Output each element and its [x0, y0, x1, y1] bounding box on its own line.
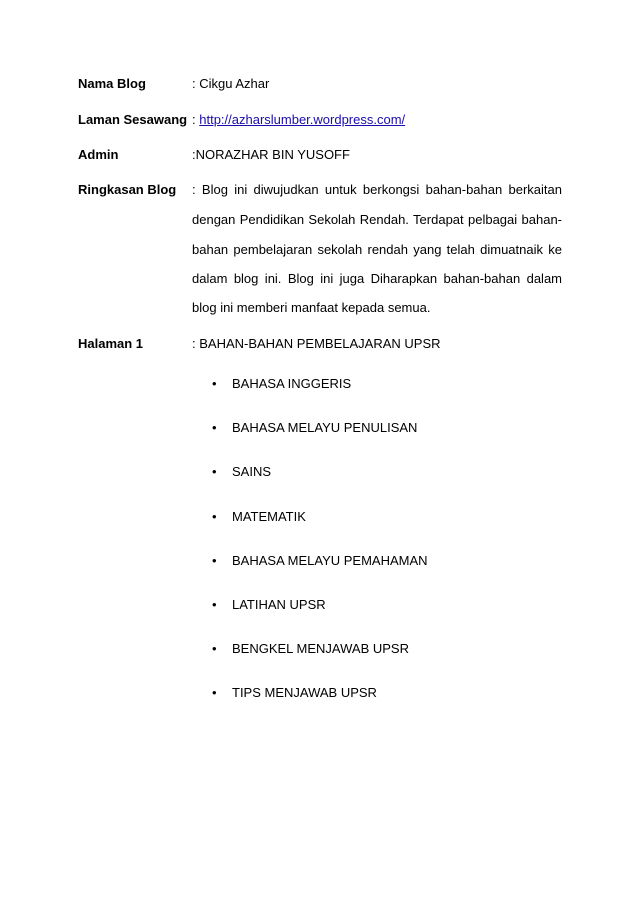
laman-sesawang-label: Laman Sesawang	[78, 112, 188, 127]
bullet-icon: •	[212, 464, 217, 479]
halaman-1-value: : BAHAN-BAHAN PEMBELAJARAN UPSR	[192, 336, 441, 351]
admin-value: :NORAZHAR BIN YUSOFF	[192, 147, 350, 162]
list-item-text: TIPS MENJAWAB UPSR	[232, 685, 377, 700]
admin-label: Admin	[78, 147, 119, 162]
nama-blog-value	[192, 76, 269, 91]
list-item-text: BENGKEL MENJAWAB UPSR	[232, 641, 409, 656]
bullet-icon: •	[212, 685, 217, 700]
laman-sesawang-separator: :	[192, 112, 200, 127]
list-item-text: LATIHAN UPSR	[232, 597, 326, 612]
summary-line: blog ini memberi manfaat kepada semua.	[192, 300, 431, 315]
blog-url-link[interactable]: http://azharslumber.wordpress.com/	[199, 112, 406, 127]
list-item-text: MATEMATIK	[232, 509, 306, 524]
bullet-icon: •	[212, 641, 217, 656]
list-item-text: BAHASA INGGERIS	[232, 376, 352, 391]
halaman-1-label: Halaman 1	[78, 336, 144, 351]
summary-line: : Blog ini diwujudkan untuk berkongsi bahan-bahan berkaitan	[192, 182, 562, 197]
list-item-text: BAHASA MELAYU PENULISAN	[232, 420, 418, 435]
nama-blog-label: Nama Blog	[78, 76, 146, 91]
list-item-text: BAHASA MELAYU PEMAHAMAN	[232, 553, 428, 568]
bullet-icon: •	[212, 509, 217, 524]
nama-blog-separator: :	[192, 76, 200, 91]
list-item-text: SAINS	[232, 464, 272, 479]
nama-blog-text: Cikgu Azhar	[199, 76, 270, 91]
bullet-icon: •	[212, 420, 217, 435]
bullet-icon: •	[212, 597, 217, 612]
ringkasan-blog-label: Ringkasan Blog	[78, 182, 177, 197]
summary-line: dengan Pendidikan Sekolah Rendah. Terdapat pelbagai bahan-	[192, 212, 562, 227]
summary-line: dalam blog ini. Blog ini juga Diharapkan bahan-bahan dalam	[192, 271, 562, 286]
laman-sesawang-value	[192, 112, 405, 127]
summary-line: bahan pembelajaran sekolah rendah yang telah dimuatnaik ke	[192, 242, 562, 257]
bullet-icon: •	[212, 553, 217, 568]
bullet-icon: •	[212, 376, 217, 391]
